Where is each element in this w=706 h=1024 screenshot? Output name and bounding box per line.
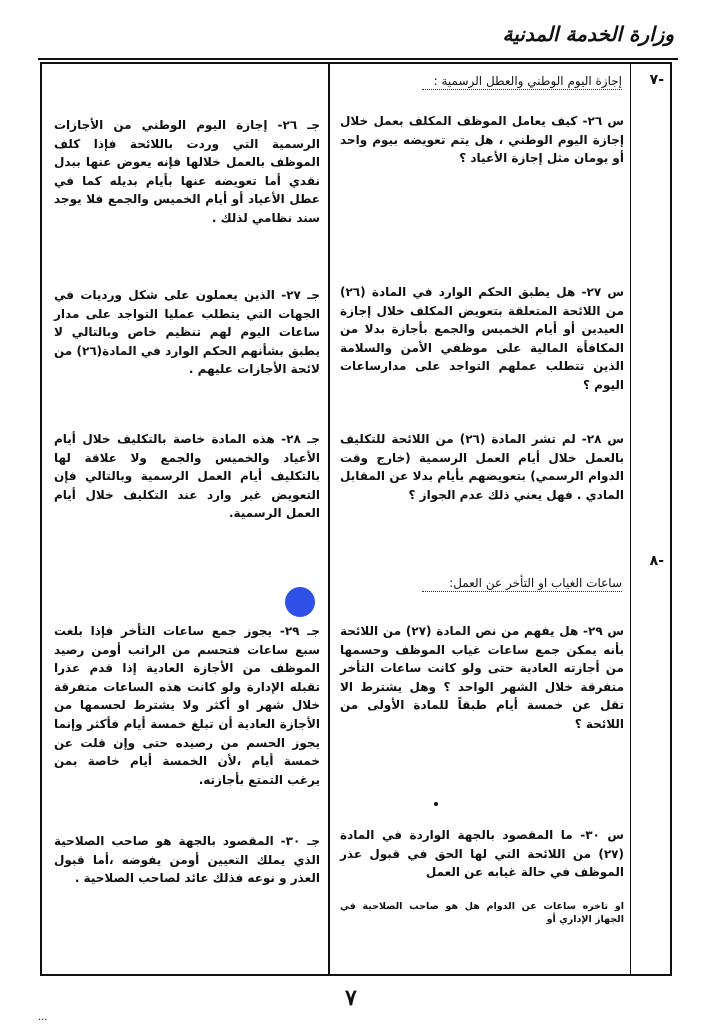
number-column-divider	[630, 62, 631, 976]
answer-27: جـ ٢٧- الذين يعملون على شكل ورديات في الجهات التي يتطلب عمليا التواجد على مدار ساعات اليوم لهم تنظيم خاص وبالتالي لا يطبق بشأنهم الحكم الوارد في المادة(٢٦) من لائحة الأجازات عليهم .	[54, 288, 321, 377]
question-29: س ٢٩- هل يفهم من نص المادة (٢٧) من اللائحة بأنه يمكن جمع ساعات غياب الموظف وحسمها من أجازته العادية حتى ولو كانت ساعات التأخر متفرقة خلال الشهر الواحد ؟ وهل يشترط الا تقل عن خمسة أيام طبقاً للمادة الأولى من اللائحة ؟	[340, 624, 624, 731]
question-30-continuation: او تاخره ساعات عن الدوام هل هو صاحب الصلاحية في الجهاز الإداري أو	[340, 901, 624, 925]
stray-dot	[434, 802, 438, 806]
blue-dot-marker	[285, 587, 315, 617]
question-26: س ٢٦- كيف يعامل الموظف المكلف بعمل خلال إجازة اليوم الوطني ، هل يتم تعويضه بيوم واحد أو يومان مثل إجازة الأعياد ؟	[340, 114, 624, 166]
answer-29: جـ ٢٩- يجوز جمع ساعات التأخر فإذا بلغت سبع ساعات فتحسم من الراتب أومن رصيد الموظف من الأجازة العادية إذا قدم عذرا تقبله الإدارة ولو كانت هذه الساعات متفرقة خلال شهر او أكثر ولا يشترط لحسمها من الأجازة العادية أن تبلغ خمسة أيام فأكثر وإنما يجوز الحسم من رصيده حتى وإن قلت عن خمسة أيام ،لأن الخمسة أيام خاصة بمن يرغب التمتع بأجازته.	[54, 624, 320, 787]
column-divider	[328, 62, 330, 976]
page-number: ٧	[345, 985, 357, 1011]
question-30: س ٣٠- ما المقصود بالجهة الواردة في المادة (٢٧) من اللائحة التي لها الحق في قبول عذر الموظف في حالة غيابه عن العمل	[340, 828, 624, 880]
answer-28: جـ ٢٨- هذه المادة خاصة بالتكليف خلال أيام الأعياد والخميس والجمع ولا علاقة لها بالتكليف أيام العمل الرسمية وبالتالي فإن التعويض غير وارد عند التكليف خلال أيام العمل الرسمية.	[54, 432, 320, 521]
answer-26: جـ ٢٦- إجازة اليوم الوطني من الأجازات الرسمية التي وردت باللائحة فإذا كلف الموظف بالعمل خلالها فإنه يعوض عنها ببدل نقدي أما تعويضه عنها بأيام بديله كما في عطل الأعياد أو أيام الخميس والجمع فلا يوجد سند نظامي لذلك .	[54, 118, 320, 225]
section-heading: إجازة اليوم الوطني والعطل الرسمية :	[422, 74, 622, 90]
answer-30: جـ ٣٠- المقصود بالجهة هو صاحب الصلاحية الذي يملك التعيين أومن يفوضه ،أما قبول العذر و نوعه فذلك عائد لصاحب الصلاحية .	[54, 834, 320, 886]
section-number: -٨	[649, 553, 664, 569]
question-28: س ٢٨- لم تشر المادة (٢٦) من اللائحة للتكليف بالعمل خلال أيام العمل الرسمية (خارج وقت الدوام الرسمي) بتعويضهم بأيام بدلا عن المقابل المادي . فهل يعني ذلك عدم الجواز ؟	[340, 432, 624, 502]
ministry-title: وزارة الخدمة المدنية	[502, 22, 674, 46]
section-heading: ساعات الغياب او التأخر عن العمل:	[422, 576, 622, 592]
bottom-fragment: ...	[38, 1012, 48, 1023]
section-number: -٧	[649, 72, 664, 88]
header-rule	[38, 58, 678, 60]
question-27: س ٢٧- هل يطبق الحكم الوارد في المادة (٢٦) من اللائحة المتعلقة بتعويض المكلف خلال إجازة العيدين أو أيام الخميس والجمع بأجازة بدلا من المكافأة المالية على موظفي الأمن والسلامة الذين تتطلب عملهم التواجد على مدارساعات اليوم ؟	[340, 285, 624, 392]
